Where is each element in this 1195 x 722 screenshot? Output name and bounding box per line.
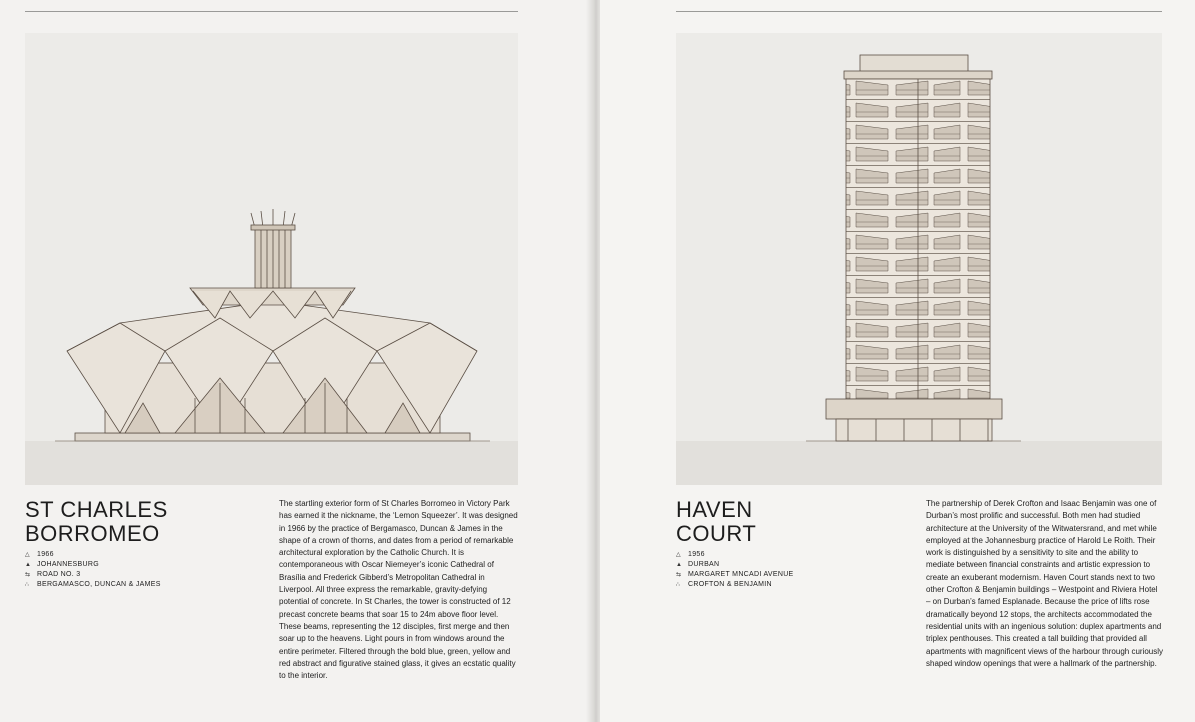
city-icon: ▲ (676, 562, 683, 568)
fact-city (25, 560, 161, 570)
tower-elevation-drawing (676, 33, 1162, 485)
city-icon: ▲ (25, 562, 32, 568)
st-charles-illustration (25, 33, 518, 485)
fact-street (25, 570, 161, 580)
header-rule (676, 11, 1162, 12)
fact-architect (676, 580, 794, 590)
title-line-1: ST CHARLES (25, 497, 168, 522)
body-paragraph: The startling exterior form of St Charles Borromeo in Victory Park has earned it the nickname, the ‘Lemon Squeezer’. It was designed in 1966 by the practice of Bergamasco, Duncan & James in the shape of a crown of thorns, and dates from a period of remarkable architectural exploration by the Catholic Church. It is contemporaneous with Oscar Niemeyer’s iconic Cathedral of Brasília and Frederick Gibberd’s Metropolitan Cathedral in Liverpool. All three express the remarkable, gravity-defying potential of concrete. In St Charles, the tower is constructed of 12 precast concrete beams that soar 15 to 24m above floor level. These beams, representing the 12 disciples, first merge and then soar up to the heavens. Light pours in from windows around the entire perimeter. Filtered through the bold blue, green, yellow and red abstract and figurative stained glass, it gives an ecstatic quality to the interior. (279, 499, 518, 681)
fact-text: 1966 (37, 551, 54, 558)
fact-text: DURBAN (688, 561, 720, 568)
building-title (676, 498, 756, 546)
header-rule (25, 11, 518, 12)
fact-text: MARGARET MNCADI AVENUE (688, 571, 794, 578)
fact-year (676, 550, 794, 560)
left-page (0, 0, 590, 722)
fact-text: 1956 (688, 551, 705, 558)
body-paragraph: The partnership of Derek Crofton and Isaac Benjamin was one of Durban’s most prolific and successful. Both men had studied architecture at the University of the Witwatersrand, and met while employed at the Johannesburg practice of Harold Le Roith. Their work is distinguished by a sensitivity to site and the ability to mediate between financial constraints and artistic expression to create an exuberant modernism. Haven Court stands next to two other Crofton & Benjamin buildings – Westpoint and Riviera Hotel – on Durban’s famed Esplanade. Because the price of lifts rose dramatically beyond 12 stops, the architects accommodated the residential units with an ingenious solution: duplex apartments and triplex penthouses. This created a tall building that provided all apartments with magnificent views of the harbour through curiously shaped window openings that were a hallmark of the partnership. (926, 499, 1164, 668)
title-line-2: BORROMEO (25, 521, 160, 546)
street-icon: ⇆ (676, 572, 682, 578)
fact-architect (25, 580, 161, 590)
fact-year (25, 550, 161, 560)
haven-court-illustration (676, 33, 1162, 485)
fact-list (676, 550, 794, 590)
fact-street (676, 570, 794, 580)
fact-list (25, 550, 161, 590)
building-title (25, 498, 168, 546)
fact-text: JOHANNESBURG (37, 561, 99, 568)
title-line-1: HAVEN (676, 497, 753, 522)
architect-icon: ∴ (676, 582, 681, 588)
right-page (600, 0, 1195, 722)
church-elevation-drawing (25, 33, 518, 485)
year-icon: △ (676, 552, 681, 558)
fact-text: CROFTON & BENJAMIN (688, 581, 772, 588)
year-icon: △ (25, 552, 30, 558)
fact-city (676, 560, 794, 570)
fact-text: BERGAMASCO, DUNCAN & JAMES (37, 581, 161, 588)
street-icon: ⇆ (25, 572, 31, 578)
fact-text: ROAD NO. 3 (37, 571, 81, 578)
architect-icon: ∴ (25, 582, 30, 588)
title-line-2: COURT (676, 521, 757, 546)
